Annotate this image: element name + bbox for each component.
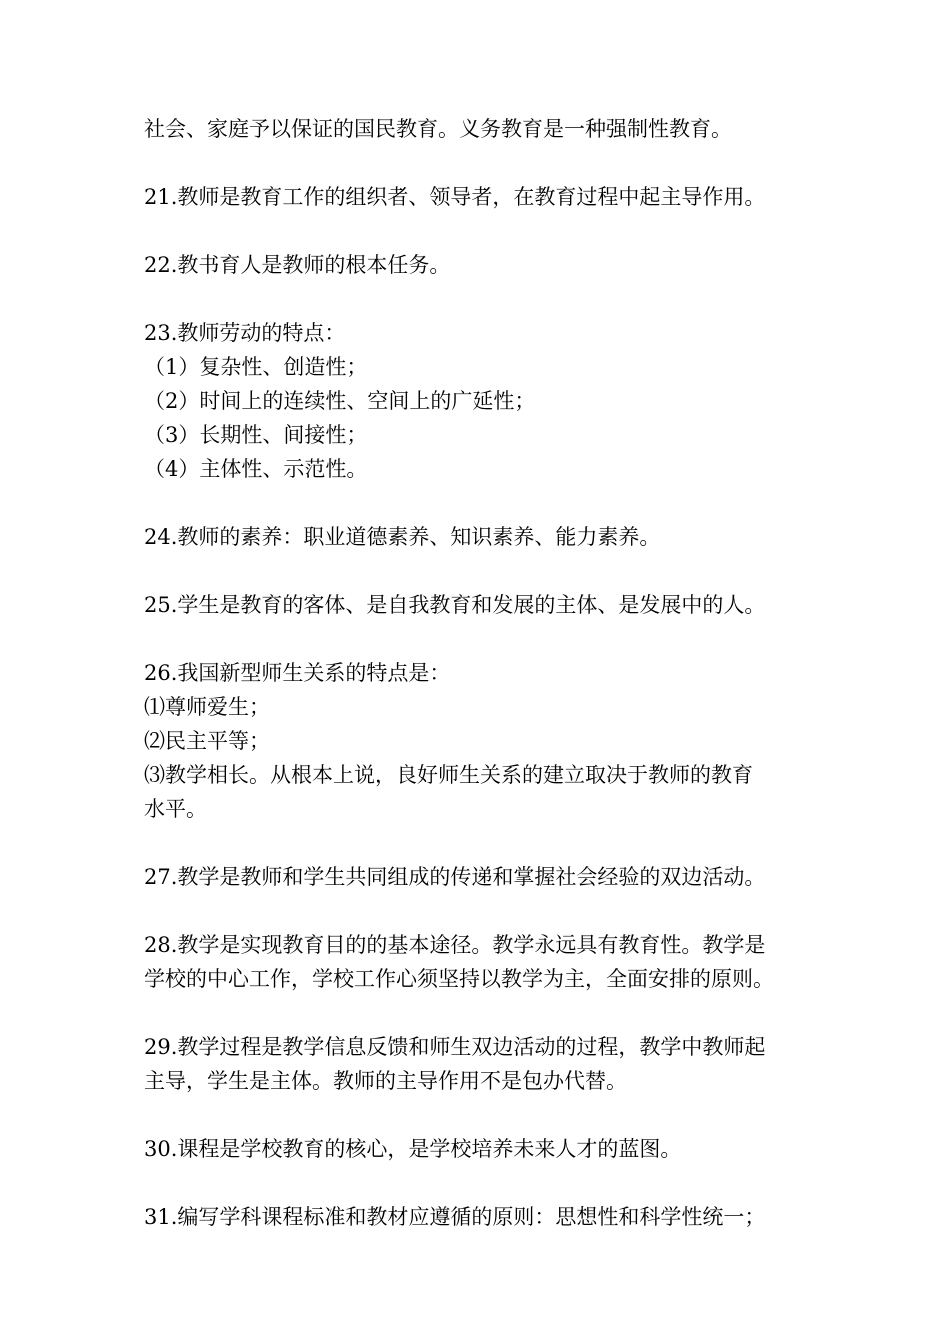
paragraph-gap <box>144 214 814 248</box>
document-body <box>144 112 814 1234</box>
list-item: （4）主体性、示范性。 <box>144 457 368 481</box>
paragraph-gap <box>144 554 814 588</box>
paragraph-gap <box>144 146 814 180</box>
paragraph-gap <box>144 894 814 928</box>
text-line: 主导，学生是主体。教师的主导作用不是包办代替。 <box>144 1069 627 1093</box>
paragraph-gap <box>144 1098 814 1132</box>
paragraph-gap <box>144 282 814 316</box>
text-line: 22.教书育人是教师的根本任务。 <box>144 253 451 277</box>
text-line: 24.教师的素养：职业道德素养、知识素养、能力素养。 <box>144 525 661 549</box>
text-line: 23.教师劳动的特点： <box>144 321 346 345</box>
text-line: 31.编写学科课程标准和教材应遵循的原则：思想性和科学性统一； <box>144 1205 766 1229</box>
paragraph-gap <box>144 826 814 860</box>
text-line: 学校的中心工作，学校工作心须坚持以教学为主，全面安排的原则。 <box>144 967 774 991</box>
text-line: 21.教师是教育工作的组织者、领导者，在教育过程中起主导作用。 <box>144 185 766 209</box>
list-item: ⑴尊师爱生； <box>144 695 270 719</box>
paragraph-gap <box>144 996 814 1030</box>
text-line: 28.教学是实现教育目的的基本途径。教学永远具有教育性。教学是 <box>144 933 766 957</box>
list-item: ⑵民主平等； <box>144 729 270 753</box>
list-item: （2）时间上的连续性、空间上的广延性； <box>144 389 536 413</box>
text-line: 26.我国新型师生关系的特点是： <box>144 661 451 685</box>
list-item: （3）长期性、间接性； <box>144 423 368 447</box>
text-line: 水平。 <box>144 797 207 821</box>
text-line: 29.教学过程是教学信息反馈和师生双边活动的过程，教学中教师起 <box>144 1035 766 1059</box>
text-line: 30.课程是学校教育的核心，是学校培养未来人才的蓝图。 <box>144 1137 682 1161</box>
text-line: 社会、家庭予以保证的国民教育。义务教育是一种强制性教育。 <box>144 117 732 141</box>
text-line: 27.教学是教师和学生共同组成的传递和掌握社会经验的双边活动。 <box>144 865 766 889</box>
paragraph-gap <box>144 1166 814 1200</box>
paragraph-gap <box>144 486 814 520</box>
text-line: 25.学生是教育的客体、是自我教育和发展的主体、是发展中的人。 <box>144 593 766 617</box>
list-item: ⑶教学相长。从根本上说，良好师生关系的建立取决于教师的教育 <box>144 763 753 787</box>
list-item: （1）复杂性、创造性； <box>144 355 368 379</box>
paragraph-gap <box>144 622 814 656</box>
